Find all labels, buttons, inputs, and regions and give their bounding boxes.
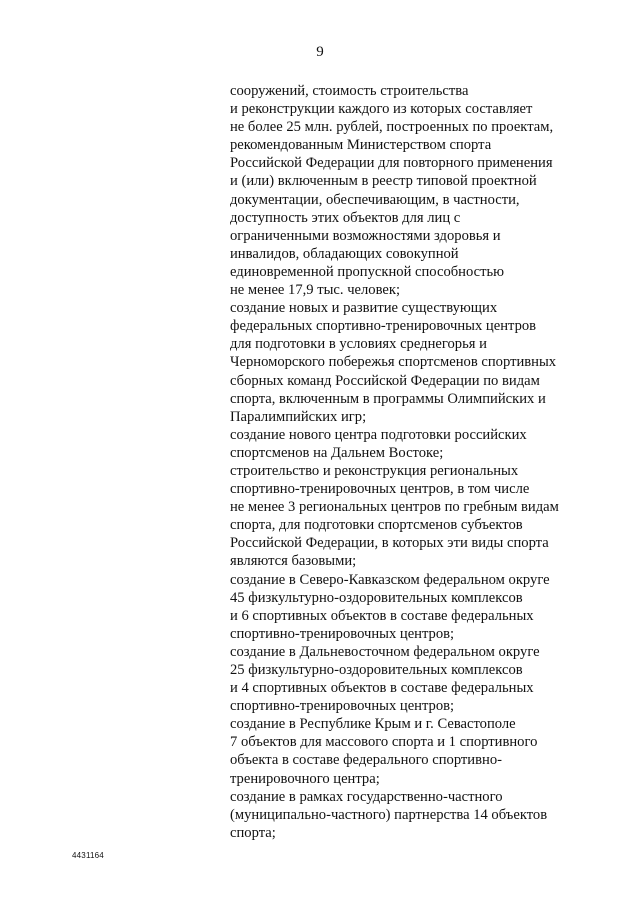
text-line: рекомендованным Министерством спорта <box>230 137 492 154</box>
text-line: и 6 спортивных объектов в составе федеральных <box>230 607 534 624</box>
page-number: 9 <box>316 44 324 60</box>
text-line: строительство и реконструкция региональных <box>230 462 519 479</box>
text-line: и (или) включенным в реестр типовой проектной <box>230 173 537 190</box>
text-line: (муниципально-частного) партнерства 14 объектов <box>230 806 548 823</box>
text-line: являются базовыми; <box>230 553 357 570</box>
text-line: документации, обеспечивающим, в частности, <box>230 191 520 208</box>
text-line: спортивно-тренировочных центров; <box>230 698 455 715</box>
text-line: 7 объектов для массового спорта и 1 спортивного <box>230 734 538 751</box>
text-line: инвалидов, обладающих совокупной <box>230 245 459 262</box>
text-line: создание в рамках государственно-частного <box>230 788 503 805</box>
text-line: создание в Республике Крым и г. Севастополе <box>230 716 516 733</box>
text-line: и реконструкции каждого из которых составляет <box>230 101 533 118</box>
text-line: Российской Федерации для повторного применения <box>230 155 553 172</box>
text-line: спортсменов на Дальнем Востоке; <box>230 444 444 461</box>
text-line: единовременной пропускной способностью <box>230 263 505 280</box>
text-line: для подготовки в условиях среднегорья и <box>230 336 487 353</box>
text-line: создание в Дальневосточном федеральном округе <box>230 643 540 660</box>
text-line: 45 физкультурно-оздоровительных комплексов <box>230 589 523 606</box>
text-line: Паралимпийских игр; <box>230 408 367 425</box>
text-line: спорта, включенным в программы Олимпийских и <box>230 390 546 407</box>
text-line: не более 25 млн. рублей, построенных по проектам, <box>230 119 554 136</box>
text-line: 25 физкультурно-оздоровительных комплексов <box>230 662 523 678</box>
body-text <box>230 82 590 842</box>
text-line: сборных команд Российской Федерации по видам <box>230 372 540 389</box>
text-line: объекта в составе федерального спортивно- <box>230 752 502 769</box>
text-line: доступность этих объектов для лиц с <box>230 209 461 226</box>
text-line: спортивно-тренировочных центров; <box>230 625 455 642</box>
text-line: Российской Федерации, в которых эти виды спорта <box>230 535 549 552</box>
text-line: не менее 17,9 тыс. человек; <box>230 282 401 299</box>
text-line: и 4 спортивных объектов в составе федеральных <box>230 680 534 697</box>
text-line: сооружений, стоимость строительства <box>230 83 469 99</box>
text-line: не менее 3 региональных центров по гребным видам <box>230 499 559 516</box>
document-code: 4431164 <box>72 851 104 860</box>
text-line: ограниченными возможностями здоровья и <box>230 227 501 244</box>
text-line: Черноморского побережья спортсменов спортивных <box>230 354 557 371</box>
text-line: создание нового центра подготовки российских <box>230 426 527 443</box>
text-line: федеральных спортивно-тренировочных центров <box>230 318 537 335</box>
text-line: спортивно-тренировочных центров, в том числе <box>230 481 530 498</box>
text-line: тренировочного центра; <box>230 770 380 787</box>
text-line: спорта; <box>230 824 276 841</box>
text-line: создание в Северо-Кавказском федеральном округе <box>230 571 550 588</box>
text-line: спорта, для подготовки спортсменов субъектов <box>230 517 523 534</box>
text-line: создание новых и развитие существующих <box>230 300 498 317</box>
